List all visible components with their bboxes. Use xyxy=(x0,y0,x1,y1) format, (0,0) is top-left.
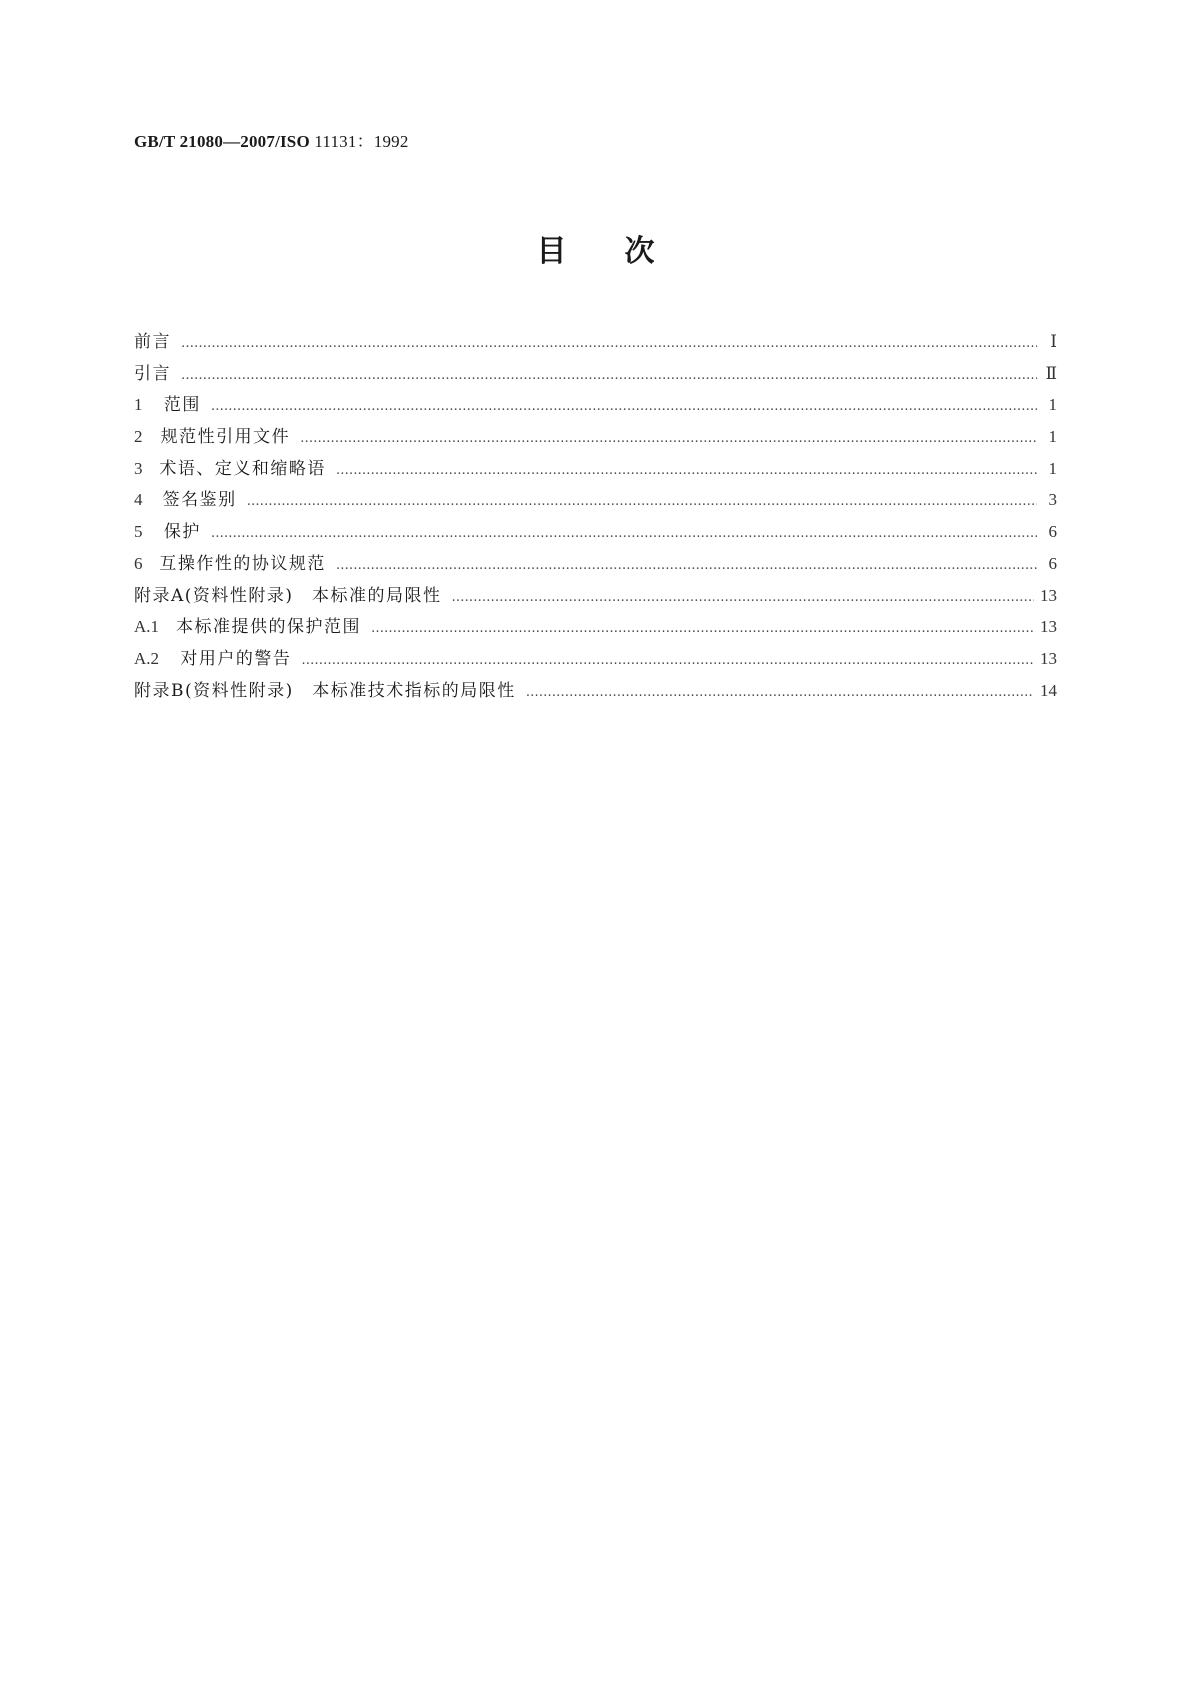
toc-entry-label: 附录B(资料性附录) 本标准技术指标的局限性 xyxy=(134,680,516,701)
table-of-contents xyxy=(134,326,1057,706)
toc-entry-annex-a1[interactable] xyxy=(134,611,1057,643)
toc-entry-page: 13 xyxy=(1040,648,1057,668)
toc-entry-page: 3 xyxy=(1048,490,1057,510)
toc-leader-dots xyxy=(526,677,1034,709)
toc-leader-dots xyxy=(300,423,1037,455)
standard-code: GB/T 21080—2007/ISO xyxy=(134,132,310,151)
toc-entry-label: 互操作性的协议规范 xyxy=(159,553,326,574)
toc-entry-page: Ⅰ xyxy=(1050,332,1057,351)
toc-leader-dots xyxy=(247,486,1037,518)
toc-entry-label: 术语、定义和缩略语 xyxy=(159,458,326,479)
toc-entry-page: 1 xyxy=(1048,458,1057,478)
toc-entry-label: 规范性引用文件 xyxy=(160,427,291,448)
toc-entry-label: 对用户的警告 xyxy=(180,648,292,669)
toc-entry-number: A.1 xyxy=(134,617,160,637)
toc-entry-label: 保护 xyxy=(163,522,201,543)
toc-entry-annex-a2[interactable] xyxy=(134,643,1057,675)
toc-entry-number: 3 xyxy=(134,458,143,478)
toc-entry-terms[interactable] xyxy=(134,453,1057,485)
toc-entry-page: 6 xyxy=(1048,522,1057,542)
toc-entry-label: 签名鉴别 xyxy=(162,490,237,511)
toc-entry-signature-authentication[interactable] xyxy=(134,484,1057,516)
page-title: 目次 xyxy=(536,234,713,269)
toc-entry-number: A.2 xyxy=(134,648,160,668)
toc-leader-dots xyxy=(336,550,1037,582)
toc-leader-dots xyxy=(371,613,1034,645)
toc-entry-page: 13 xyxy=(1040,617,1057,637)
toc-entry-label: 引言 xyxy=(134,363,171,384)
toc-entry-foreword[interactable] xyxy=(134,326,1057,358)
toc-entry-page: 14 xyxy=(1040,680,1057,700)
toc-leader-dots xyxy=(211,391,1037,423)
standard-reference: 11131：1992 xyxy=(309,132,409,151)
toc-entry-page: 1 xyxy=(1048,395,1057,415)
toc-entry-introduction[interactable] xyxy=(134,358,1057,390)
toc-entry-protocol-spec[interactable] xyxy=(134,548,1057,580)
toc-leader-dots xyxy=(336,455,1037,487)
toc-entry-label: 附录A(资料性附录) 本标准的局限性 xyxy=(134,585,442,606)
toc-leader-dots xyxy=(181,328,1037,360)
toc-entry-normative-references[interactable] xyxy=(134,421,1057,453)
toc-entry-label: 范围 xyxy=(163,395,201,416)
toc-entry-page: 6 xyxy=(1048,553,1057,573)
toc-entry-number: 2 xyxy=(134,427,143,447)
toc-leader-dots xyxy=(452,582,1034,614)
toc-entry-number: 1 xyxy=(134,395,143,415)
toc-leader-dots xyxy=(211,518,1037,550)
toc-entry-annex-a[interactable] xyxy=(134,580,1057,612)
document-header xyxy=(134,127,409,152)
toc-leader-dots xyxy=(301,645,1034,677)
toc-entry-number: 6 xyxy=(134,553,143,573)
toc-leader-dots xyxy=(181,360,1037,392)
toc-entry-page: Ⅱ xyxy=(1045,363,1057,383)
toc-entry-label: 前言 xyxy=(134,332,171,352)
toc-entry-page: 13 xyxy=(1040,585,1057,605)
toc-entry-number: 5 xyxy=(134,522,143,542)
toc-entry-protection[interactable] xyxy=(134,516,1057,548)
toc-entry-annex-b[interactable] xyxy=(134,675,1057,707)
toc-entry-scope[interactable] xyxy=(134,389,1057,421)
toc-entry-label: 本标准提供的保护范围 xyxy=(176,617,361,638)
toc-entry-page: 1 xyxy=(1048,427,1057,447)
toc-entry-number: 4 xyxy=(134,490,143,510)
